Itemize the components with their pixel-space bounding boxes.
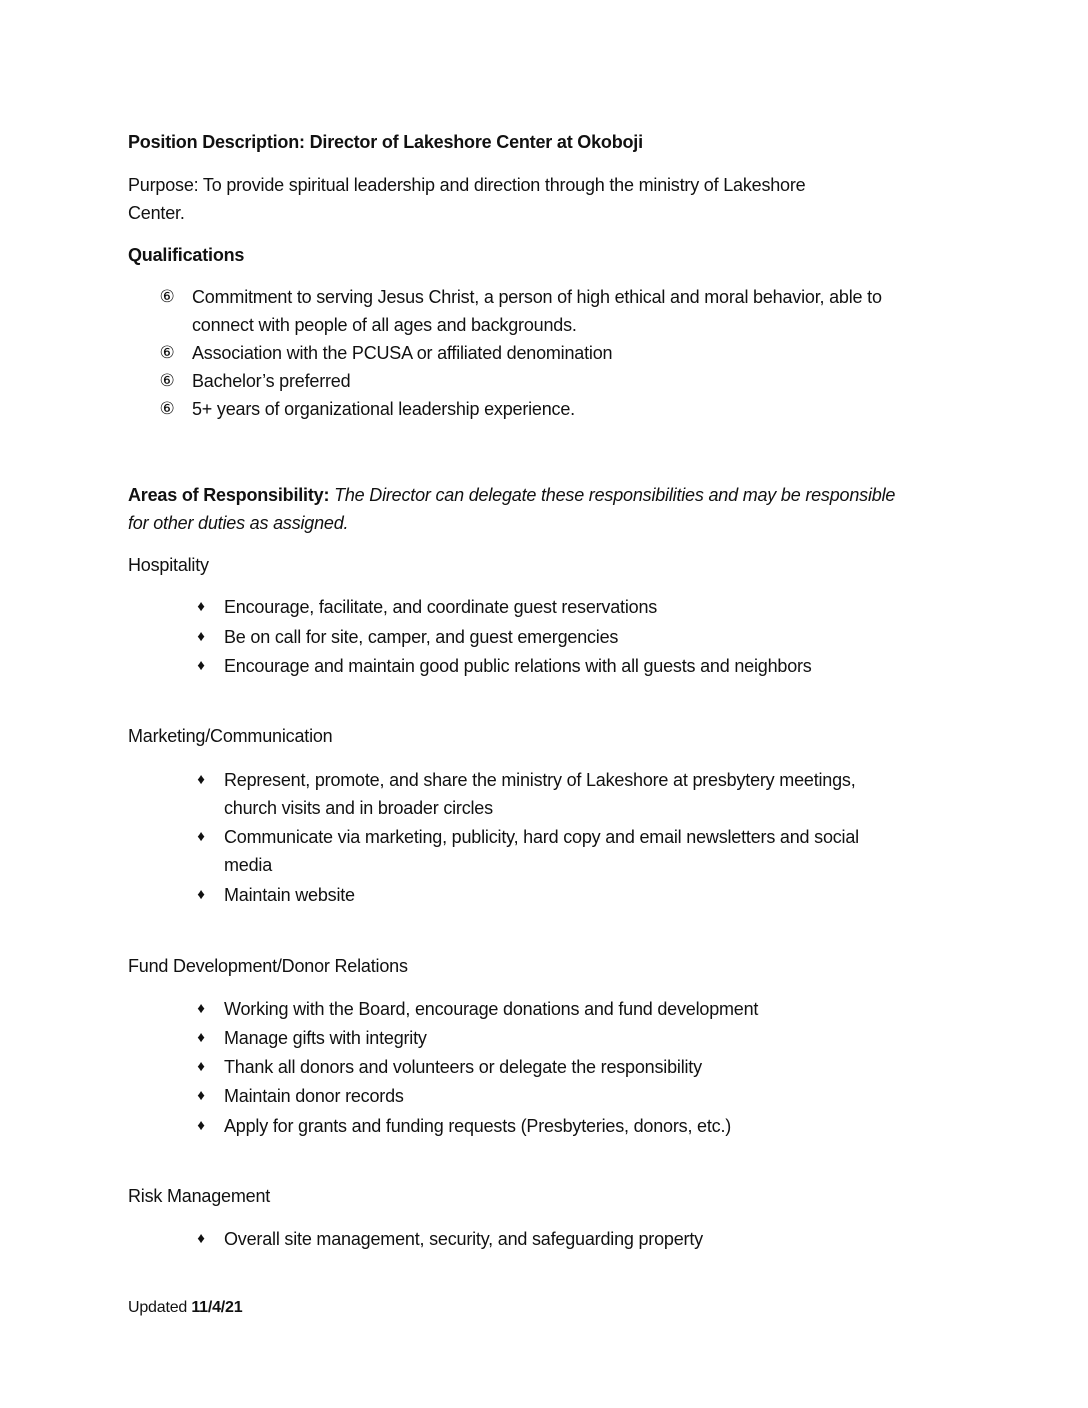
areas-heading-line [128,481,895,509]
diamond-bullet-icon: ♦ [197,771,205,788]
qualification-text: Association with the PCUSA or affiliated denomination [192,343,613,363]
diamond-bullet-icon: ♦ [197,598,205,615]
document-title: Position Description: Director of Lakeshore Center at Okoboji [128,132,643,152]
responsibility-text: Manage gifts with integrity [224,1028,427,1048]
diamond-bullet-icon: ♦ [197,1029,205,1046]
footer-updated-label: Updated [128,1299,188,1316]
diamond-bullet-icon: ♦ [197,1117,205,1134]
diamond-bullet-icon: ♦ [197,657,205,674]
qualification-text: Commitment to serving Jesus Christ, a person of high ethical and moral behavior, able to [192,287,882,307]
responsibility-text: Apply for grants and funding requests (Presbyteries, donors, etc.) [224,1116,732,1136]
diamond-bullet-icon: ♦ [197,1230,205,1247]
purpose-line-1: Purpose: To provide spiritual leadership and direction through the ministry of Lakeshore [128,175,806,195]
section-title-hospitality: Hospitality [128,555,209,575]
responsibility-text: Communicate via marketing, publicity, hard copy and email newsletters and social [224,827,859,847]
circled-six-bullet-icon: ⑥ [159,343,175,362]
section-title-risk-management: Risk Management [128,1186,271,1206]
diamond-bullet-icon: ♦ [197,1087,205,1104]
responsibility-text: church visits and in broader circles [224,798,493,818]
section-title-marketing: Marketing/Communication [128,726,333,746]
responsibility-text: Maintain donor records [224,1086,404,1106]
diamond-bullet-icon: ♦ [197,886,205,903]
qualifications-heading: Qualifications [128,245,245,265]
circled-six-bullet-icon: ⑥ [159,371,175,390]
diamond-bullet-icon: ♦ [197,1058,205,1075]
responsibility-text: Maintain website [224,885,355,905]
responsibility-text: media [224,855,273,875]
footer-updated [128,1294,242,1322]
responsibility-text: Represent, promote, and share the ministry of Lakeshore at presbytery meetings, [224,770,856,790]
circled-six-bullet-icon: ⑥ [159,399,175,418]
diamond-bullet-icon: ♦ [197,1000,205,1017]
section-title-fund-development: Fund Development/Donor Relations [128,956,408,976]
diamond-bullet-icon: ♦ [197,828,205,845]
areas-note: The Director can delegate these responsibilities and may be responsible [334,485,896,505]
qualification-text: Bachelor’s preferred [192,371,351,391]
responsibility-text: Encourage, facilitate, and coordinate guest reservations [224,597,658,617]
responsibility-text: Thank all donors and volunteers or delegate the responsibility [224,1057,702,1077]
responsibility-text: Working with the Board, encourage donations and fund development [224,999,759,1019]
responsibility-text: Be on call for site, camper, and guest emergencies [224,627,619,647]
qualification-text: 5+ years of organizational leadership experience. [192,399,575,419]
purpose-line-2: Center. [128,203,185,223]
responsibility-text: Overall site management, security, and safeguarding property [224,1229,703,1249]
circled-six-bullet-icon: ⑥ [159,287,175,306]
diamond-bullet-icon: ♦ [197,628,205,645]
footer-updated-date: 11/4/21 [191,1299,243,1316]
areas-heading: Areas of Responsibility: [128,485,330,505]
responsibility-text: Encourage and maintain good public relations with all guests and neighbors [224,656,812,676]
areas-note-line-2: for other duties as assigned. [128,513,349,533]
qualification-text: connect with people of all ages and backgrounds. [192,315,577,335]
